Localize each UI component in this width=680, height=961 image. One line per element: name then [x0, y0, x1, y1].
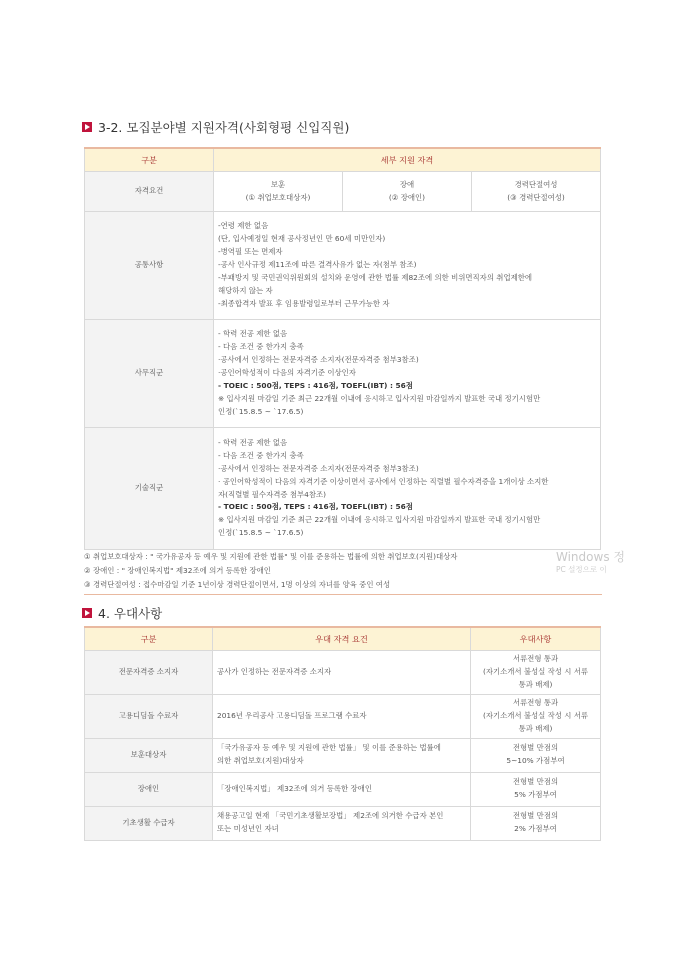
pref-requirement: 2016년 우리공사 고용디딤돌 프로그램 수료자	[213, 694, 471, 738]
table-row-office	[85, 320, 601, 428]
pref-header-requirement: 우대 자격 요건	[213, 627, 471, 651]
section-3-2-title-text: 3-2. 모집분야별 지원자격(사회형평 신입직원)	[98, 120, 350, 135]
footnotes	[84, 550, 604, 592]
section-bullet-icon	[82, 122, 92, 132]
footnote-career-break: ③ 경력단절여성 : 접수마감일 기준 1년이상 경력단절이면서, 1명 이상의 자녀를 양육 중인 여성	[84, 580, 391, 590]
qualification-table	[84, 147, 601, 550]
tech-requirements: - 학력 전공 제한 없음 - 다음 조건 중 한가지 충족 ·공사에서 인정하는 전문자격증 소지자(전문자격증 첨부3참조) · 공인어학성적이 다음의 자격기준 이상이면서 공사에서 인정하는 직렬별 필수자격증을 1개이상 소지한 자(직렬별 필수자격증 첨부4참조) - TOEIC : 500점, TEPS : 416점, TOEFL(IBT) : 56점 ※ 입사지원 마감일 기준 최근 22개월 이내에 응시하고 입사지원 마감일까지 발표한 국내 정기시험만 인정(`15.8.5 ~ `17.6.5)	[214, 428, 601, 550]
footnote-disabled: ② 장애인 : " 장애인복지법" 제32조에 의거 등록한 장애인	[84, 566, 271, 576]
pref-label: 기초생활 수급자	[85, 806, 213, 840]
pref-benefit: 전형별 만점의 2% 가점부여	[471, 806, 601, 840]
pref-requirement: 「국가유공자 등 예우 및 지원에 관한 법률」 및 이를 준용하는 법률에 의한 취업보호(지원)대상자	[213, 738, 471, 772]
pref-benefit: 전형별 만점의 5% 가점부여	[471, 772, 601, 806]
windows-activation-watermark: Windows 정	[556, 550, 625, 564]
table-row	[85, 694, 601, 738]
pref-header-category: 구분	[85, 627, 213, 651]
row-label-tech: 기술직군	[85, 428, 214, 550]
pref-benefit: 서류전형 통과 (자기소개서 불성실 작성 시 서류 통과 배제)	[471, 651, 601, 695]
footnote-veterans: ① 취업보호대상자 : " 국가유공자 등 예우 및 지원에 관한 법률" 및 이를 준용하는 법률에 의한 취업보호(지원)대상자	[84, 552, 458, 561]
section-3-2-title	[82, 118, 349, 136]
common-requirements: -연령 제한 없음 (단, 입사예정일 현재 공사정년인 만 60세 미만인자) -병역필 또는 면제자 -공사 인사규정 제11조에 따른 결격사유가 없는 자(첨부 참조) -부패방지 및 국민권익위원회의 설치와 운영에 관한 법률 제82조에 의한 비위면직자의 취업제한에 해당하지 않는 자 -최종합격자 발표 후 임용발령일로부터 근무가능한 자	[214, 212, 601, 320]
section-bullet-icon	[82, 608, 92, 618]
qual-cell-career-break: 경력단절여성 (③ 경력단절여성)	[472, 172, 601, 212]
table-row-common	[85, 212, 601, 320]
table-header-category: 구분	[85, 148, 214, 172]
pref-label: 전문자격증 소지자	[85, 651, 213, 695]
pref-benefit: 전형별 만점의 5~10% 가점부여	[471, 738, 601, 772]
section-4-title-text: 4. 우대사항	[98, 606, 163, 621]
pref-label: 보훈대상자	[85, 738, 213, 772]
windows-activation-watermark-sub: PC 설정으로 이	[556, 565, 607, 574]
row-label-common: 공통사항	[85, 212, 214, 320]
pref-header-benefit: 우대사항	[471, 627, 601, 651]
table-header-details: 세부 지원 자격	[214, 148, 601, 172]
divider	[84, 594, 602, 595]
preference-table	[84, 626, 601, 841]
qual-cell-veterans: 보훈 (① 취업보호대상자)	[214, 172, 343, 212]
row-label-qualifications: 자격요건	[85, 172, 214, 212]
pref-requirement: 「장애인복지법」 제32조에 의거 등록한 장애인	[213, 772, 471, 806]
table-row	[85, 806, 601, 840]
table-row	[85, 651, 601, 695]
pref-requirement: 채용공고일 현재 「국민기초생활보장법」 제2조에 의거한 수급자 본인 또는 미성년인 자녀	[213, 806, 471, 840]
pref-label: 장애인	[85, 772, 213, 806]
section-4-title	[82, 604, 162, 622]
table-row-qualifications	[85, 172, 601, 212]
row-label-office: 사무직군	[85, 320, 214, 428]
office-requirements: - 학력 전공 제한 없음 - 다음 조건 중 한가지 충족 ·공사에서 인정하는 전문자격증 소지자(전문자격증 첨부3참조) ·공인어학성적이 다음의 자격기준 이상인자 - TOEIC : 500점, TEPS : 416점, TOEFL(IBT) : 56점 ※ 입사지원 마감일 기준 최근 22개월 이내에 응시하고 입사지원 마감일까지 발표한 국내 정기시험만 인정(`15.8.5 ~ `17.6.5)	[214, 320, 601, 428]
qual-cell-disabled: 장애 (② 장애인)	[343, 172, 472, 212]
pref-requirement: 공사가 인정하는 전문자격증 소지자	[213, 651, 471, 695]
pref-label: 고용디딤돌 수료자	[85, 694, 213, 738]
table-row-tech	[85, 428, 601, 550]
pref-benefit: 서류전형 통과 (자기소개서 불성실 작성 시 서류 통과 배제)	[471, 694, 601, 738]
table-row	[85, 738, 601, 772]
table-row	[85, 772, 601, 806]
